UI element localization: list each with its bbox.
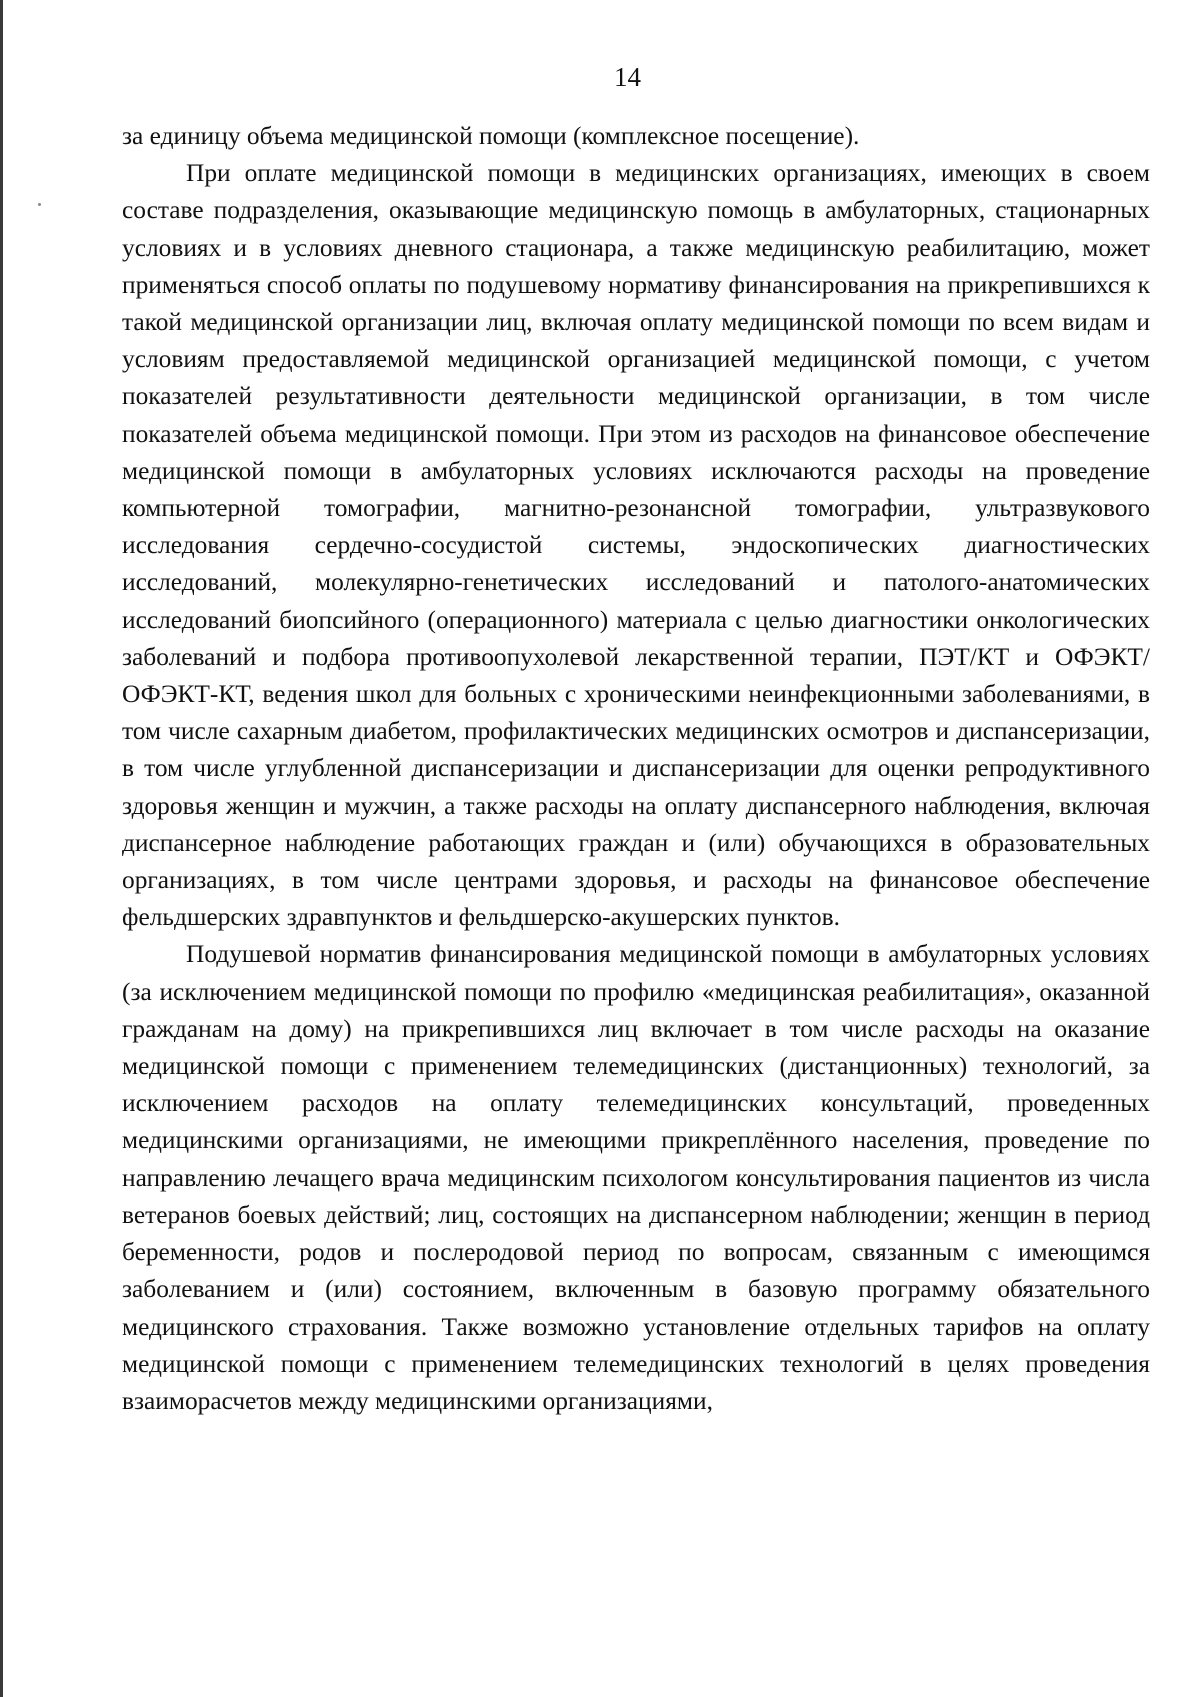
paragraph-continuation: за единицу объема медицинской помощи (комплексное посещение). (122, 122, 860, 150)
scan-left-edge (0, 0, 3, 1697)
paragraph-per-capita-standard: Подушевой норматив финансирования медицинской помощи в амбулаторных условиях (за исключением медицинской помощи по профилю «медицинская реабилитация», оказанной гражданам на дому) на прикрепившихся лиц включает в том числе расходы на оказание медицинской помощи с применением телемедицинских (дистанционных) технологий, за исключением расходов на оплату телемедицинских консультаций, проведенных медицинскими организациями, не имеющими прикреплённого населения, проведение по направлению лечащего врача медицинским психологом консультирования пациентов из числа ветеранов боевых действий; лиц, состоящих на диспансерном наблюдении; женщин в период беременности, родов и послеродовой период по вопросам, связанным с имеющимся заболеванием и (или) состоянием, включенным в базовую программу обязательного медицинского страхования. Также возможно установление отдельных тарифов на оплату медицинской помощи с применением телемедицинских технологий в целях проведения взаиморасчетов между медицинскими организациями, (122, 940, 1150, 1415)
page-number: 14 (614, 62, 641, 92)
scan-speck (38, 203, 41, 206)
paragraph-payment-method: При оплате медицинской помощи в медицинских организациях, имеющих в своем составе подразделения, оказывающие медицинскую помощь в амбулаторных, стационарных условиях и в условиях дневного стационара, а также медицинскую реабилитацию, может применяться способ оплаты по подушевому нормативу финансирования на прикрепившихся к такой медицинской организации лиц, включая оплату медицинской помощи по всем видам и условиям предоставляемой медицинской организацией медицинской помощи, с учетом показателей результативности деятельности медицинской организации, в том числе показателей объема медицинской помощи. При этом из расходов на финансовое обеспечение медицинской помощи в амбулаторных условиях исключаются расходы на проведение компьютерной томографии, магнитно-резонансной томографии, ультразвукового исследования сердечно-сосудистой системы, эндоскопических диагностических исследований, молекулярно-генетических исследований и патолого-анатомических исследований биопсийного (операционного) материала с целью диагностики онкологических заболеваний и подбора противоопухолевой лекарственной терапии, ПЭТ/КТ и ОФЭКТ/ОФЭКТ-КТ, ведения школ для больных с хроническими неинфекционными заболеваниями, в том числе сахарным диабетом, профилактических медицинских осмотров и диспансеризации, в том числе углубленной диспансеризации и диспансеризации для оценки репродуктивного здоровья женщин и мужчин, а также расходы на оплату диспансерного наблюдения, включая диспансерное наблюдение работающих граждан и (или) обучающихся в образовательных организациях, в том числе центрами здоровья, и расходы на финансовое обеспечение фельдшерских здравпунктов и фельдшерско-акушерских пунктов. (122, 159, 1150, 932)
page-body (122, 118, 1150, 1420)
